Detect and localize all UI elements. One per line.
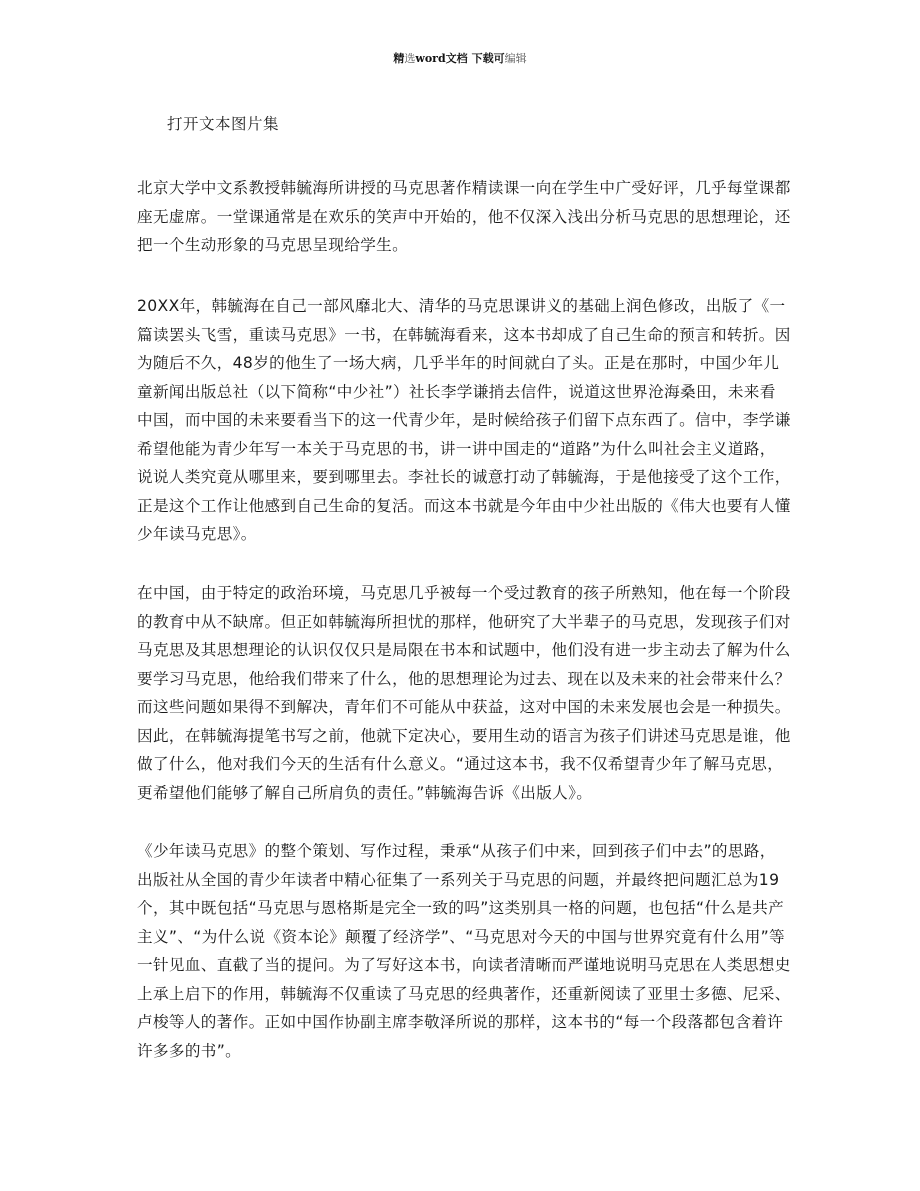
text-line: 在中国，由于特定的政治环境，马克思几乎被每一个受过教育的孩子所熟知，他在每一个阶段 — [137, 584, 791, 602]
text-line: 要学习马克思，他给我们带来了什么，他的思想理论为过去、现在以及未来的社会带来什么？ — [137, 669, 791, 688]
paragraph-3 — [137, 579, 791, 807]
text-line: 上承上启下的作用，韩毓海不仅重读了马克思的经典著作，还重新阅读了亚里士多德、尼采、 — [137, 984, 791, 1003]
text-line: 马克思及其思想理论的认识仅仅只是局限在书本和试题中，他们没有进一步主动去了解为什么 — [137, 641, 791, 659]
text-line: 因此，在韩毓海提笔书写之前，他就下定决心，要用生动的语言为孩子们讲述马克思是谁，他 — [137, 726, 791, 745]
text-line: 把一个生动形象的马克思呈现给学生。 — [137, 236, 409, 254]
text-line: 篇读罢头飞雪，重读马克思》一书，在韩毓海看来，这本书却成了自己生命的预言和转折。因 — [137, 325, 791, 344]
text-line: 而这些问题如果得不到解决，青年们不可能从中获益，这对中国的未来发展也会是一种损失。 — [137, 698, 791, 716]
document-title: 打开文本图片集 — [167, 115, 280, 133]
text-line: 说说人类究竟从哪里来，要到哪里去。李社长的诚意打动了韩毓海，于是他接受了这个工作， — [137, 468, 791, 486]
text-line: 正是这个工作让他感到自己生命的复活。而这本书就是今年由中少社出版的《伟大也要有人懂 — [137, 496, 791, 515]
header-segment: 精 — [393, 52, 405, 65]
text-line: 许多多的书”。 — [137, 1041, 242, 1060]
text-line: 20XX年，韩毓海在自己一部风靡北大、清华的马克思课讲义的基础上润色修改，出版了《一 — [137, 297, 786, 315]
page-header — [0, 51, 920, 67]
text-line: 更希望他们能够了解自己所肩负的责任。”韩毓海告诉《出版人》。 — [137, 783, 593, 802]
paragraph-2 — [137, 292, 791, 549]
paragraph-1 — [137, 174, 791, 260]
text-line: 童新闻出版总社（以下简称“中少社”）社长李学谦捎去信件，说道这世界沧海桑田，未来看 — [137, 382, 776, 401]
text-line: 一针见血、直截了当的提问。为了写好这本书，向读者清晰而严谨地说明马克思在人类思想史 — [137, 956, 791, 974]
text-line: 座无虚席。一堂课通常是在欢乐的笑声中开始的，他不仅深入浅出分析马克思的思想理论，还 — [137, 207, 791, 226]
header-segment: 选 — [404, 52, 416, 65]
text-line: 的教育中从不缺席。但正如韩毓海所担忧的那样，他研究了大半辈子的马克思，发现孩子们对 — [137, 612, 791, 631]
text-line: 卢梭等人的著作。正如中国作协副主席李敬泽所说的那样，这本书的“每一个段落都包含着许 — [137, 1013, 784, 1031]
text-line: 个，其中既包括“马克思与恩格斯是完全一致的吗”这类别具一格的问题，也包括“什么是共产 — [137, 899, 785, 917]
header-segment: 下载可 — [471, 52, 505, 65]
header-segment: word文档 — [415, 52, 468, 65]
text-line: 中国，而中国的未来要看当下的这一代青少年，是时候给孩子们留下点东西了。信中，李学谦 — [137, 411, 791, 429]
text-line: 北京大学中文系教授韩毓海所讲授的马克思著作精读课一向在学生中广受好评，几乎每堂课都 — [137, 179, 791, 197]
text-line: 少年读马克思》。 — [137, 525, 257, 543]
header-segment: 编辑 — [504, 52, 527, 65]
paragraph-4 — [137, 837, 791, 1065]
text-line: 希望他能为青少年写一本关于马克思的书，讲一讲中国走的“道路”为什么叫社会主义道路， — [137, 439, 776, 458]
text-line: 出版社从全国的青少年读者中精心征集了一系列关于马克思的问题，并最终把问题汇总为19 — [137, 870, 780, 889]
text-line: 主义”、“为什么说《资本论》颠覆了经济学”、“马克思对今天的中国与世界究竟有什么用”等 — [137, 927, 786, 946]
text-line: 做了什么，他对我们今天的生活有什么意义。“通过这本书，我不仅希望青少年了解马克思， — [137, 755, 784, 773]
text-line: 为随后不久，48岁的他生了一场大病，几乎半年的时间就白了头。正是在那时，中国少年儿 — [137, 354, 780, 372]
text-line: 《少年读马克思》的整个策划、写作过程，秉承“从孩子们中来，回到孩子们中去”的思路， — [137, 842, 776, 860]
